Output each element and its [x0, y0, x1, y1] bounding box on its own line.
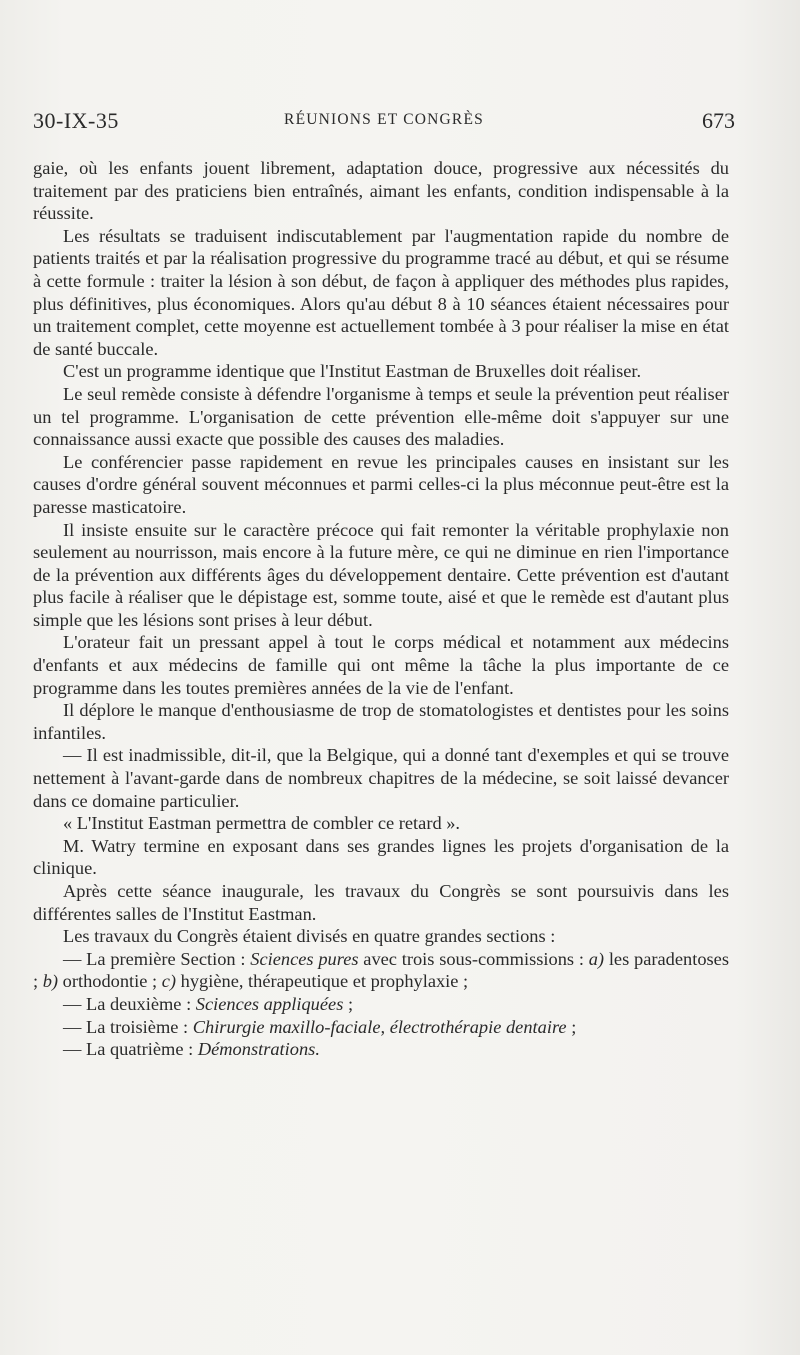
page-number: 673: [702, 108, 735, 133]
subsection-marker: c): [161, 971, 177, 992]
paragraph: C'est un programme identique que l'Institut Eastman de Bruxelles doit réaliser.: [63, 361, 642, 382]
paragraph: Le conférencier passe rapidement en revue les principales causes en insistant sur les causes d'ordre général souvent méconnues et parmi celles-ci la plus méconnue peut-être est la paresse masticatoire.: [33, 451, 729, 517]
document-body: [33, 157, 729, 1061]
subsection-marker: a): [588, 948, 605, 969]
paragraph: L'orateur fait un pressant appel à tout le corps médical et notamment aux médecins d'enfants et aux médecins de famille qui ont même la tâche la plus importante de ce programme dans les toutes premières années de la vie de l'enfant.: [33, 632, 729, 698]
section-prefix: — La troisième :: [63, 1016, 193, 1037]
paragraph: Il déplore le manque d'enthousiasme de trop de stomatologistes et dentistes pour les soins infantiles.: [33, 700, 729, 743]
section-prefix: — La deuxième :: [63, 993, 196, 1014]
subsection-text: orthodontie ;: [58, 971, 162, 992]
subsection-text: hygiène, thérapeutique et prophylaxie ;: [176, 971, 469, 992]
subsection-marker: b): [42, 971, 59, 992]
running-header: [33, 108, 735, 138]
section-suffix: ;: [343, 993, 354, 1014]
section-item-third: [33, 1016, 729, 1039]
paragraph: Les travaux du Congrès étaient divisés en quatre grandes sections :: [63, 926, 556, 947]
paragraph: « L'Institut Eastman permettra de combler ce retard ».: [63, 813, 461, 834]
section-title: Démonstrations.: [197, 1039, 320, 1060]
paragraph: Les résultats se traduisent indiscutablement par l'augmentation rapide du nombre de patients traités et par la réalisation progressive du programme tracé au début, et qui se résume à cette formule : traiter la lésion à son début, de façon à appliquer des méthodes plus rapides, plus définitives, plus économiques. Alors qu'au début 8 à 10 séances étaient nécessaires pour un traitement complet, cette moyenne est actuellement tombée à 3 pour réaliser la mise en état de santé buccale.: [33, 225, 729, 359]
paragraph: gaie, où les enfants jouent librement, adaptation douce, progressive aux nécessités du traitement par des praticiens bien entraînés, aimant les enfants, condition indispensable à la réussite.: [33, 158, 729, 224]
section-title: Sciences appliquées: [195, 993, 344, 1014]
section-prefix: — La première Section :: [63, 948, 251, 969]
paragraph: Le seul remède consiste à défendre l'organisme à temps et seule la prévention peut réaliser un tel programme. L'organisation de cette prévention elle-même doit s'appuyer sur une connaissance aussi exacte que possible des causes des maladies.: [33, 383, 729, 450]
section-title: Sciences pures: [250, 948, 359, 969]
section-item-first: [33, 948, 729, 993]
section-text: avec trois sous-commissions :: [358, 948, 589, 969]
paragraph: M. Watry termine en exposant dans ses grandes lignes les projets d'organisation de la clinique.: [33, 835, 729, 879]
section-item-fourth: [33, 1038, 729, 1061]
section-item-second: [33, 993, 729, 1016]
paragraph: — Il est inadmissible, dit-il, que la Belgique, qui a donné tant d'exemples et qui se trouve nettement à l'avant-garde dans de nombreux chapitres de la médecine, se soit laissé devancer dans ce domaine particulier.: [33, 745, 729, 811]
section-prefix: — La quatrième :: [63, 1039, 198, 1060]
paragraph: Il insiste ensuite sur le caractère précoce qui fait remonter la véritable prophylaxie non seulement au nourrisson, mais encore à la future mère, ce qui ne diminue en rien l'importance de la prévention aux différents âges du développement dentaire. Cette prévention est d'autant plus facile à réaliser que le dépistage est, somme toute, aisé et que le remède est d'autant plus simple que les lésions sont prises à leur début.: [33, 519, 729, 630]
section-suffix: ;: [566, 1016, 577, 1037]
section-title: Chirurgie maxillo-faciale, électrothérapie dentaire: [192, 1016, 567, 1037]
header-title: RÉUNIONS ET CONGRÈS: [284, 111, 484, 128]
subsection-text: les paradentoses ;: [33, 948, 729, 992]
header-date: 30-IX-35: [33, 108, 119, 133]
paragraph: Après cette séance inaugurale, les travaux du Congrès se sont poursuivis dans les différentes salles de l'Institut Eastman.: [33, 881, 729, 924]
